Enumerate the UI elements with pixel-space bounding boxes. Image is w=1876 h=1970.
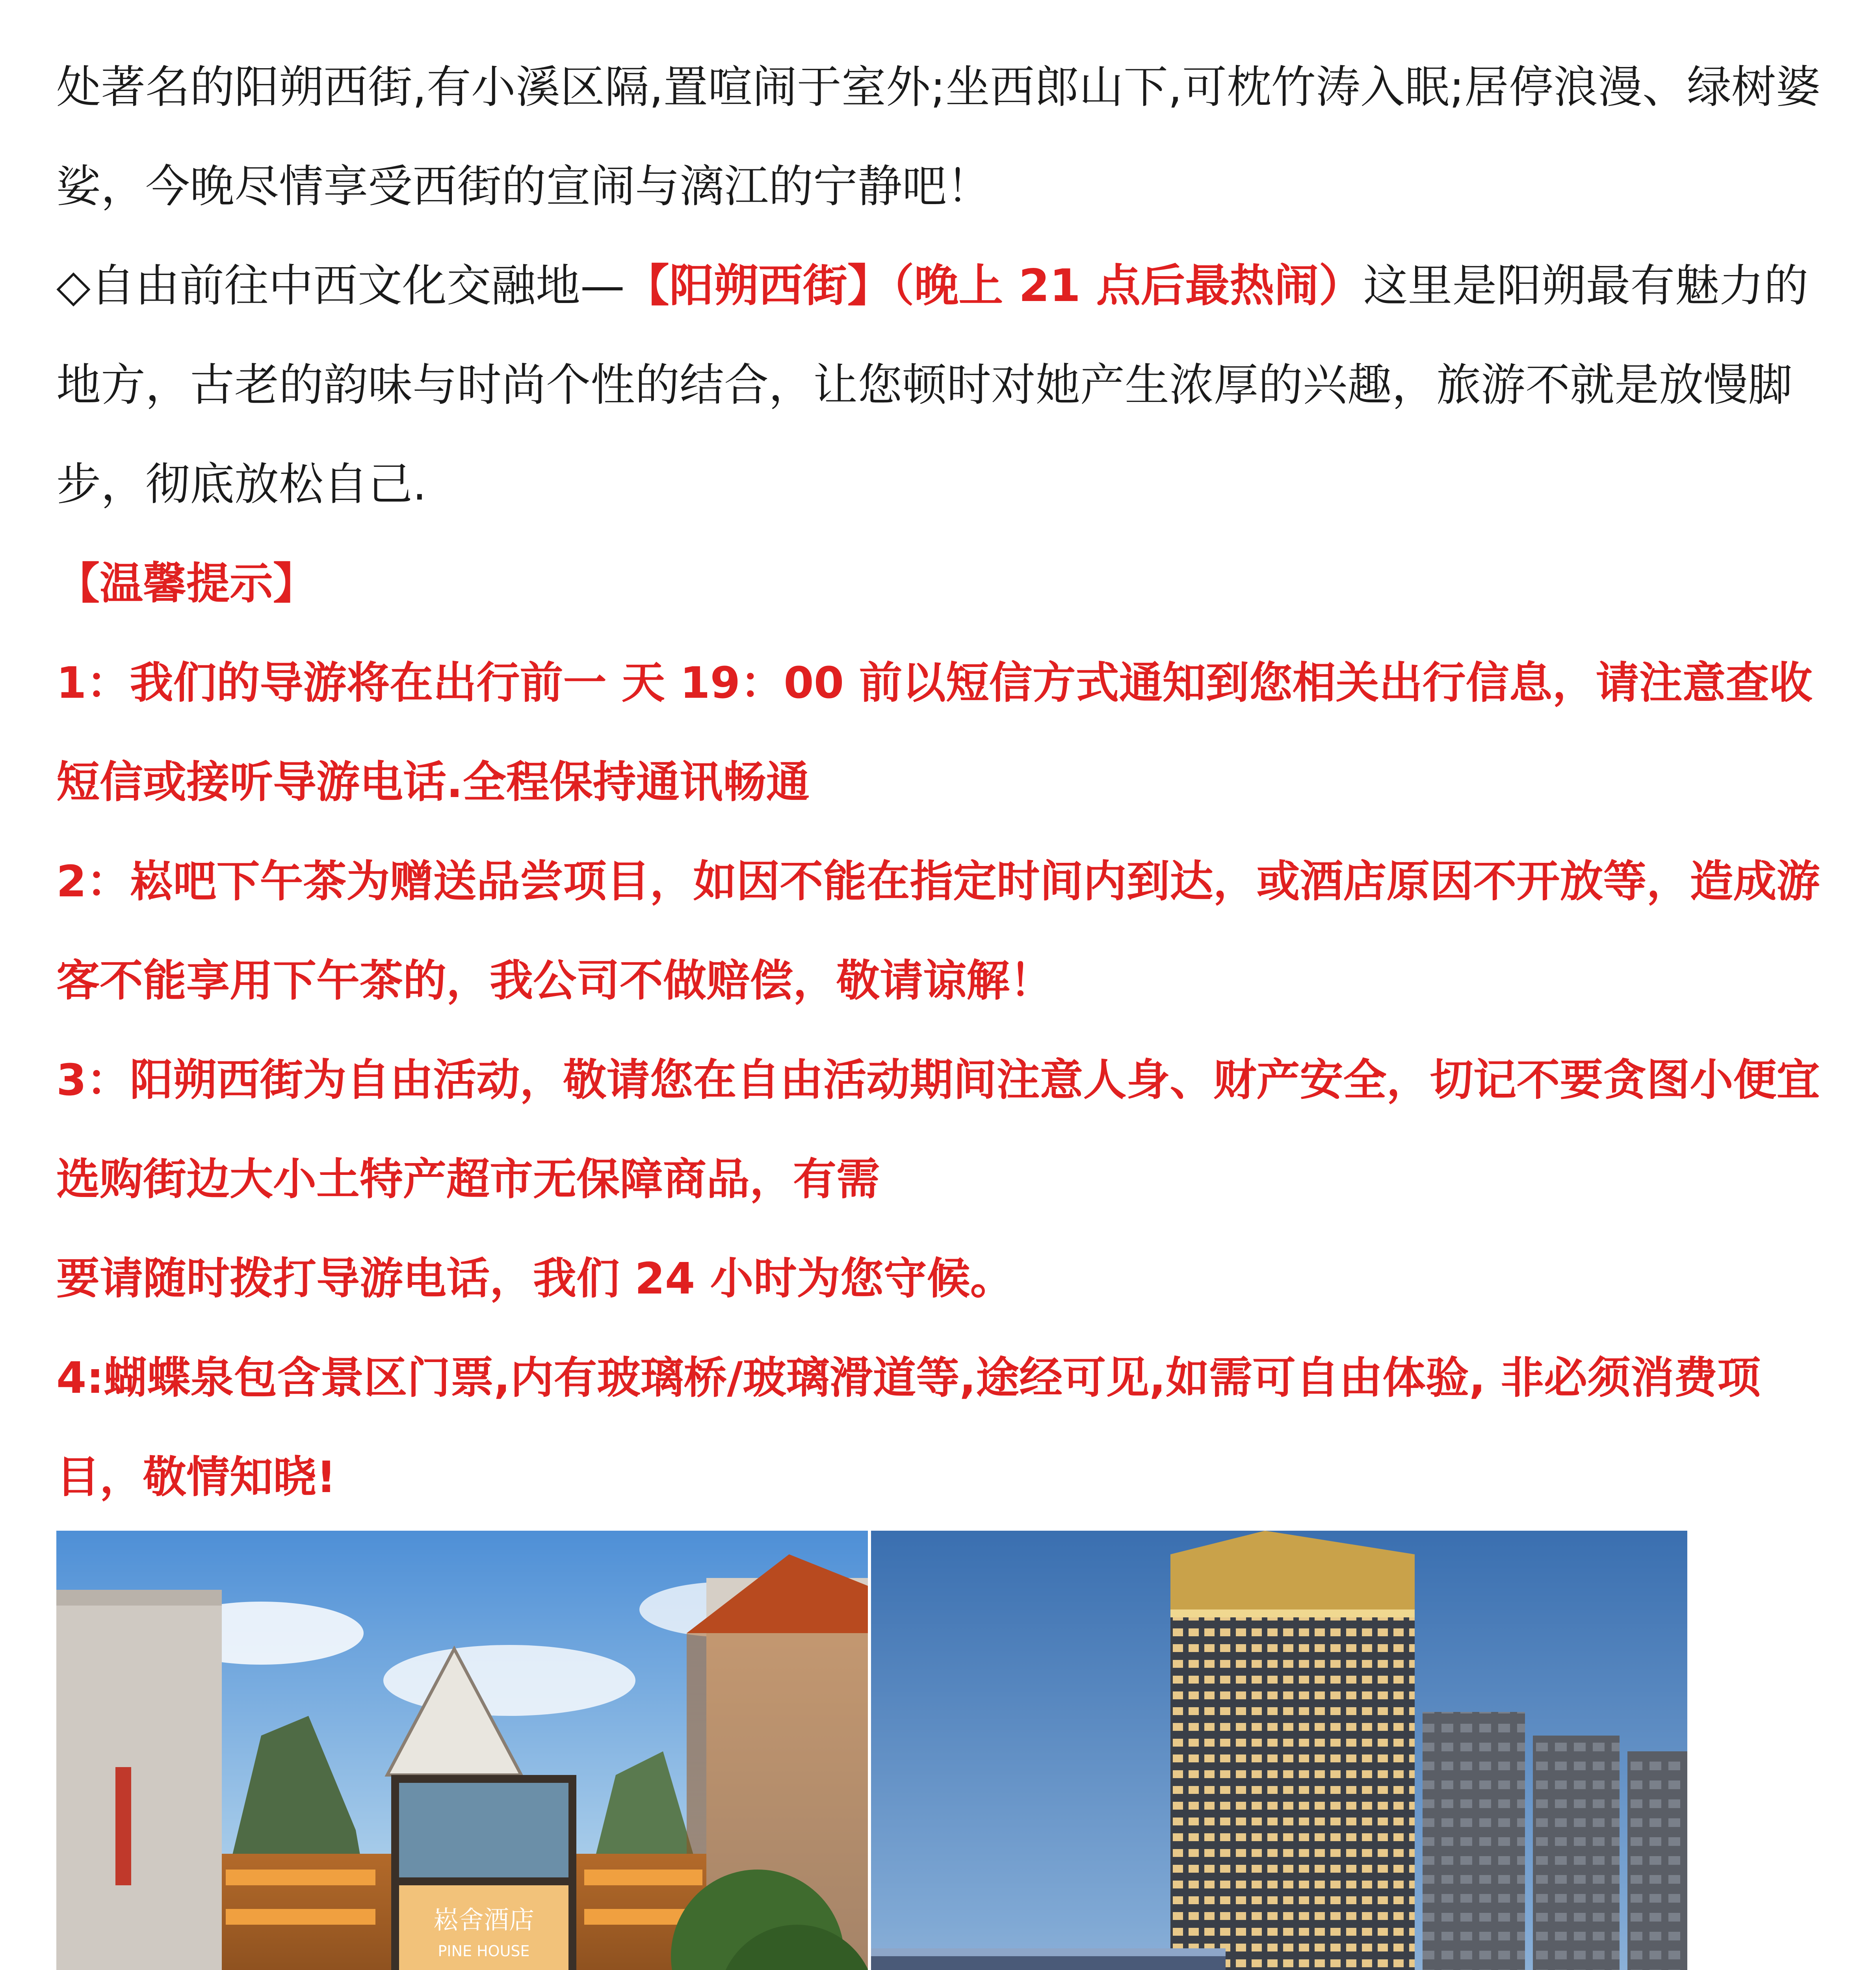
tips-heading: 【温馨提示】 [56, 558, 316, 609]
hotel-photos [56, 1531, 1687, 1970]
tip-4: 4:蝴蝶泉包含景区门票,内有玻璃桥/玻璃滑道等,途经可见,如需可自由体验, 非必须消费项目，敬情知晓! [56, 1353, 1761, 1502]
tip-3a: 3：阳朔西街为自由活动，敬请您在自由活动期间注意人身、财产安全，切记不要贪图小便宜选购街边大小土特产超市无保障商品，有需 [56, 1055, 1820, 1204]
tip-3b: 要请随时拨打导游电话，我们 24 小时为您守候。 [56, 1253, 1014, 1304]
intro-paragraph: 处著名的阳朔西街,有小溪区隔,置喧闹于室外;坐西郎山下,可枕竹涛入眠;居停浪漫、绿树婆娑，今晚尽情享受西街的宣闹与漓江的宁静吧！ [56, 61, 1820, 212]
xijie-paragraph [56, 236, 1821, 534]
pine-house-sign-en: PINE HOUSE [438, 1942, 530, 1960]
four-points-hotel-photo [871, 1531, 1687, 1970]
tip-2: 2：崧吧下午茶为赠送品尝项目，如因不能在指定时间内到达，或酒店原因不开放等，造成游客不能享用下午茶的，我公司不做赔偿，敬请谅解！ [56, 856, 1820, 1006]
four-points-illustration [871, 1531, 1687, 1970]
pine-house-illustration [56, 1531, 868, 1970]
xijie-suffix: 这里是阳朔最有魅力的地方，古老的韵味与时尚个性的结合，让您顿时对她产生浓厚的兴趣，旅游不就是放慢脚步，彻底放松自己. [56, 260, 1809, 510]
xijie-highlight: 【阳朔西街】（晚上 21 点后最热闹） [624, 260, 1363, 312]
xijie-prefix: ◇自由前往中西文化交融地— [56, 260, 625, 312]
itinerary-text [56, 37, 1821, 1527]
pine-house-hotel-photo [56, 1531, 868, 1970]
pine-house-sign-cn: 崧舍酒店 [433, 1906, 534, 1935]
tip-1: 1：我们的导游将在出行前一 天 19：00 前以短信方式通知到您相关出行信息，请注意查收短信或接听导游电话.全程保持通讯畅通 [56, 658, 1813, 807]
